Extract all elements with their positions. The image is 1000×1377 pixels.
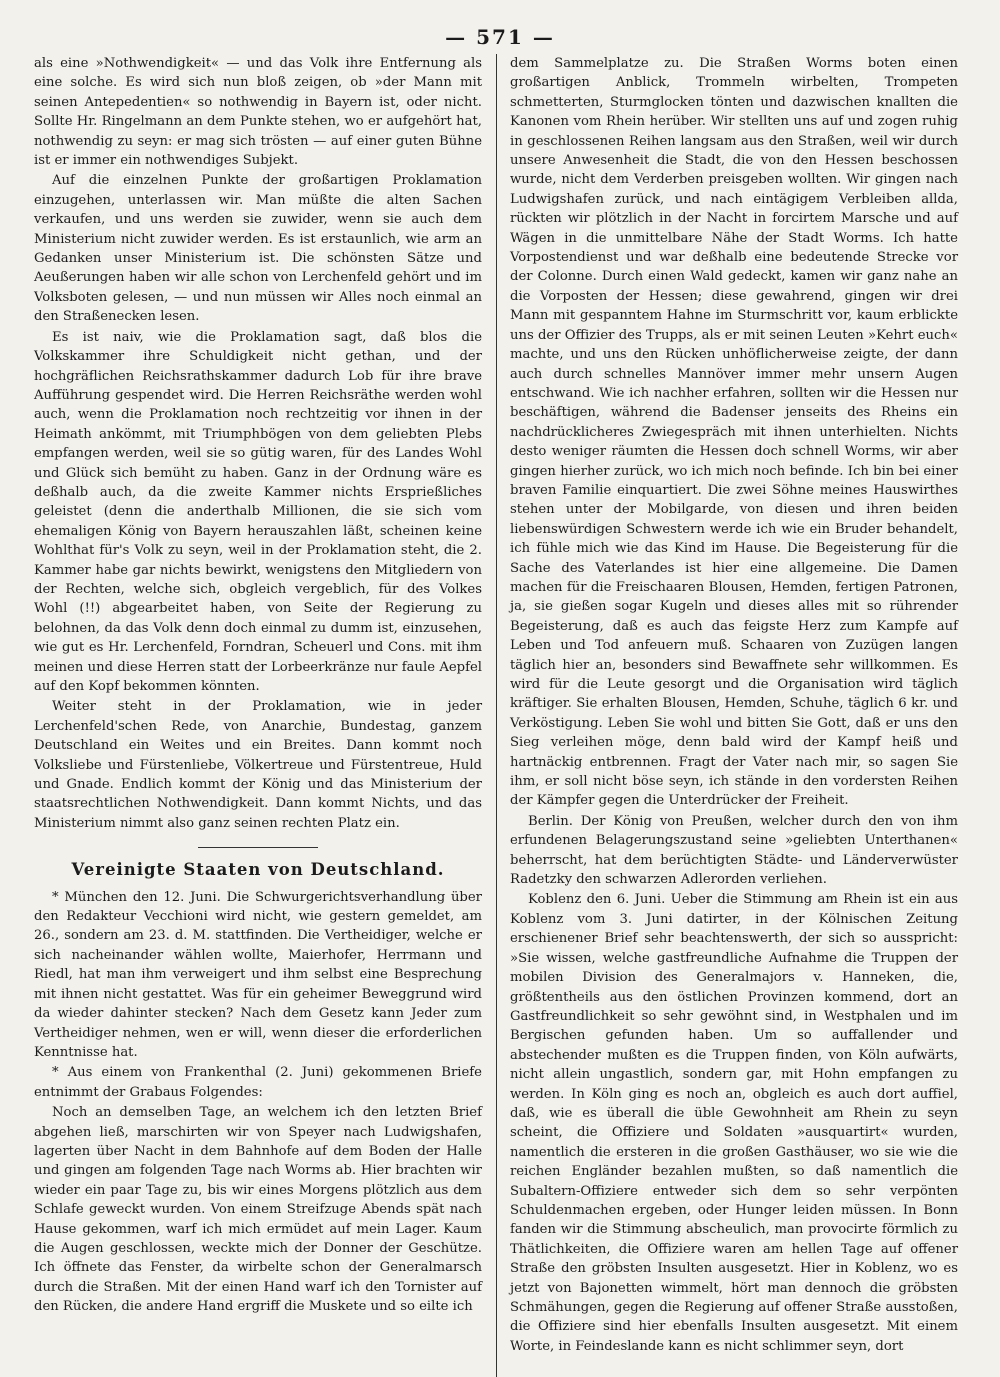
right-paragraph-3: Koblenz den 6. Juni. Ueber die Stimmung am Rhein ist ein aus Koblenz vom 3. Juni datirter, in der Kölnischen Zeitung erschienener Brief sehr beachtenswerth, der sich so ausspricht: »Sie wissen, welche gastfreundliche Aufnahme die Truppen der mobilen Division des Generalmajors v. Hanneken, die, größtentheils aus den östlichen Provinzen kommend, dort an Gastfreundlichkeit so sehr gewöhnt sind, in Westphalen und im Bergischen gefunden haben. Um so auffallender und abstechender mußten es die Truppen finden, von Köln aufwärts, nicht allein ungastlich, sondern gar, mit Hohn empfangen zu werden. In Köln ging es noch an, obgleich es auch dort auffiel, daß, wie es überall die üble Gewohnheit am Rhein zu seyn scheint, die Offiziere und Soldaten »ausquartirt« wurden, namentlich die ersteren in die großen Gasthäuser, wo sie wie die reichen Engländer bezahlen mußten, so daß namentlich die Subaltern-Offiziere entweder sich dem so sehr verpönten Schuldenmachen ergeben, oder Hunger leiden müssen. In Bonn fanden wir die Stimmung abscheulich, man provocirte förmlich zu Thätlichkeiten, die Offiziere waren am hellen Tage auf offener Straße den gröbsten Insulten ausgesetzt. Hier in Koblenz, wo es jetzt von Bajonetten wimmelt, hört man dennoch die gröbsten Schmähungen, gegen die Regierung auf offener Straße ausstoßen, die Offiziere sind hier ebenfalls Insulten ausgesetzt. Mit einem Worte, in Feindeslande kann es nicht schlimmer seyn, dort xyxy=(510,892,958,1354)
right-paragraph-1: dem Sammelplatze zu. Die Straßen Worms boten einen großartigen Anblick, Trommeln wirbelten, Trompeten schmetterten, Sturmglocken tönten und dazwischen knallten die Kanonen vom Rhein herüber. Wir stellten uns auf und zogen ruhig in geschlossenen Reihen langsam aus den Straßen, weil wir durch unsere Anwesenheit die Stadt, die von den Hessen beschossen wurde, nicht dem Verderben preisgeben wollten. Wir gingen nach Ludwigshafen zurück, und nach eintägigem Verbleiben allda, rückten wir plötzlich in der Nacht in forcirtem Marsche und auf Wägen in die unmittelbare Nähe der Stadt Worms. Ich hatte Vorpostendienst und war deßhalb eine bedeutende Strecke vor der Colonne. Durch einen Wald gedeckt, kamen wir ganz nahe an die Vorposten der Hessen; diese gewahrend, gingen wir drei Mann mit gespanntem Hahne im Sturmschritt vor, kaum erblickte uns der Offizier des Trupps, als er mit seinen Leuten »Kehrt euch« machte, und uns den Rücken unhöflicherweise zeigte, der dann auch durch schnelles Mannöver immer mehr unsern Augen entschwand. Wie ich nachher erfahren, sollten wir die Hessen nur beschäftigen, während die Badenser jenseits des Rheins ein nachdrücklicheres Zwiegespräch mit ihnen unterhielten. Nichts desto weniger räumten die Hessen doch schnell Worms, wir aber gingen hierher zurück, wo ich mich noch befinde. Ich bin bei einer braven Familie einquartiert. Die zwei Söhne meines Hauswirthes stehen unter der Mobilgarde, von diesen und ihren beiden liebenswürdigen Schwestern werde ich wie ein Bruder behandelt, ich fühle mich wie das Kind im Hause. Die Begeisterung für die Sache des Vaterlandes ist hier eine allgemeine. Die Damen machen für die Freischaaren Blousen, Hemden, fertigen Patronen, ja, sie gießen sogar Kugeln und dieses alles mit so rührender Begeisterung, daß es auch das feigste Herz zum Kampfe auf Leben und Tod anfeuern muß. Schaaren von Zuzügen langen täglich hier an, besonders sind Bewaffnete sehr willkommen. Es wird für die Leute gesorgt und die Organisation wird täglich kräftiger. Sie erhalten Blousen, Hemden, Schuhe, täglich 6 kr. und Verköstigung. Leben Sie wohl und bitten Sie Gott, daß er uns den Sieg verleihen möge, denn bald wird der Kampf heiß und hartnäckig entbrennen. Fragt der Vater nach mir, so sagen Sie ihm, er soll nicht böse seyn, ich stände in den vordersten Reihen der Kämpfer gegen die Unterdrücker der Freiheit. xyxy=(510,56,958,809)
column-rule xyxy=(496,54,497,1377)
left-paragraph-7: Noch an demselben Tage, an welchem ich den letzten Brief abgehen ließ, marschirten wir von Speyer nach Ludwigshafen, lagerten über Nacht in dem Bahnhofe auf dem Boden der Halle und gingen am folgenden Tage nach Worms ab. Hier brachten wir wieder ein paar Tage zu, bis wir eines Morgens plötzlich aus dem Schlafe geweckt wurden. Von einem Streifzuge Abends spät nach Hause gekommen, warf ich mich ermüdet auf mein Lager. Kaum die Augen geschlossen, weckte mich der Donner der Geschütze. Ich öffnete das Fenster, da wirbelte schon der Generalmarsch durch die Straßen. Mit der einen Hand warf ich den Tornister auf den Rücken, die andere Hand ergriff die Muskete und so eilte ich xyxy=(34,1105,482,1315)
two-column-body xyxy=(34,54,966,1357)
section-heading: Vereinigte Staaten von Deutschland. xyxy=(71,860,445,880)
section-divider xyxy=(198,847,318,848)
right-column xyxy=(496,54,958,1357)
left-paragraph-6: * Aus einem von Frankenthal (2. Juni) gekommenen Briefe entnimmt der Grabaus Folgendes: xyxy=(34,1065,482,1100)
left-paragraph-3: Es ist naiv, wie die Proklamation sagt, daß blos die Volkskammer ihre Schuldigkeit nicht gethan, und der hochgräflichen Reichsrathskammer dadurch Lob für ihre brave Aufführung gespendet wird. Die Herren Reichsräthe werden wohl auch, wenn die Proklamation noch rechtzeitig vor ihnen in der Heimath ankömmt, mit Triumphbögen von dem geliebten Plebs empfangen werden, weil sie so gütig waren, für des Landes Wohl und Glück sich bemüht zu haben. Ganz in der Ordnung wäre es deßhalb auch, da die zweite Kammer nichts Ersprießliches geleistet (denn die anderthalb Millionen, die sie sich vom ehemaligen König von Bayern herauszahlen läßt, scheinen keine Wohlthat für's Volk zu seyn, weil in der Proklamation steht, die 2. Kammer habe gar nichts bewirkt, wenigstens den Mitgliedern von der Rechten, welche sich, obgleich vergeblich, für des Volkes Wohl (!!) abgearbeitet haben, von Seite der Regierung zu belohnen, da das Volk denn doch einmal zu dumm ist, einzusehen, wie gut es Hr. Lerchenfeld, Forndran, Scheuerl und Cons. mit ihm meinen und diese Herren statt der Lorbeerkränze nur faule Aepfel auf den Kopf bekommen könnten. xyxy=(34,329,482,694)
left-column xyxy=(34,54,496,1357)
right-paragraph-2: Berlin. Der König von Preußen, welcher durch den von ihm erfundenen Belagerungszustand seine »geliebten Unterthanen« beherrscht, hat dem berüchtigten Städte- und Länderverwüster Radetzky den schwarzen Adlerorden verliehen. xyxy=(510,813,958,888)
left-paragraph-4: Weiter steht in der Proklamation, wie in jeder Lerchenfeld'schen Rede, von Anarchie, Bundestag, ganzem Deutschland ein Weites und ein Breites. Dann kommt noch Volksliebe und Fürstenliebe, Völkertreue und Fürstentreue, Huld und Gnade. Endlich kommt der König und das Ministerium der staatsrechtlichen Nothwendigkeit. Dann kommt Nichts, und das Ministerium nimmt also ganz seinen rechten Platz ein. xyxy=(34,699,482,831)
left-paragraph-5: * München den 12. Juni. Die Schwurgerichtsverhandlung über den Redakteur Vecchioni wird nicht, wie gestern gemeldet, am 26., sondern am 23. d. M. stattfinden. Die Vertheidiger, welche er sich nacheinander wählen wollte, Maierhofer, Herrmann und Riedl, hat man ihm verweigert und ihm selbst eine Besprechung mit ihnen nicht gestattet. Was für ein geheimer Beweggrund wird da wieder dahinter stecken? Nach dem Gesetz kann Jeder zum Vertheidiger nehmen, wen er will, wenn dieser die erforderlichen Kenntnisse hat. xyxy=(34,889,482,1060)
page-number: — 571 — xyxy=(445,25,555,49)
left-paragraph-1: als eine »Nothwendigkeit« — und das Volk ihre Entfernung als eine solche. Es wird sich nun bloß zeigen, ob »der Mann mit seinen Antepedentien« so nothwendig in Bayern ist, oder nicht. Sollte Hr. Ringelmann an dem Punkte stehen, wo er aufgehört hat, nothwendig zu seyn: er mag sich trösten — auf einer guten Bühne ist er immer ein nothwendiges Subjekt. xyxy=(34,56,482,169)
left-paragraph-2: Auf die einzelnen Punkte der großartigen Proklamation einzugehen, unterlassen wir. Man müßte die alten Sachen verkaufen, und uns werden sie zuwider, wenn sie auch dem Ministerium nicht zuwider werden. Es ist erstaunlich, wie arm an Gedanken unser Ministerium ist. Die schönsten Sätze und Aeußerungen haben wir alle schon von Lerchenfeld gehört und im Volksboten gelesen, — und nun müssen wir Alles noch einmal an den Straßenecken lesen. xyxy=(34,173,482,325)
